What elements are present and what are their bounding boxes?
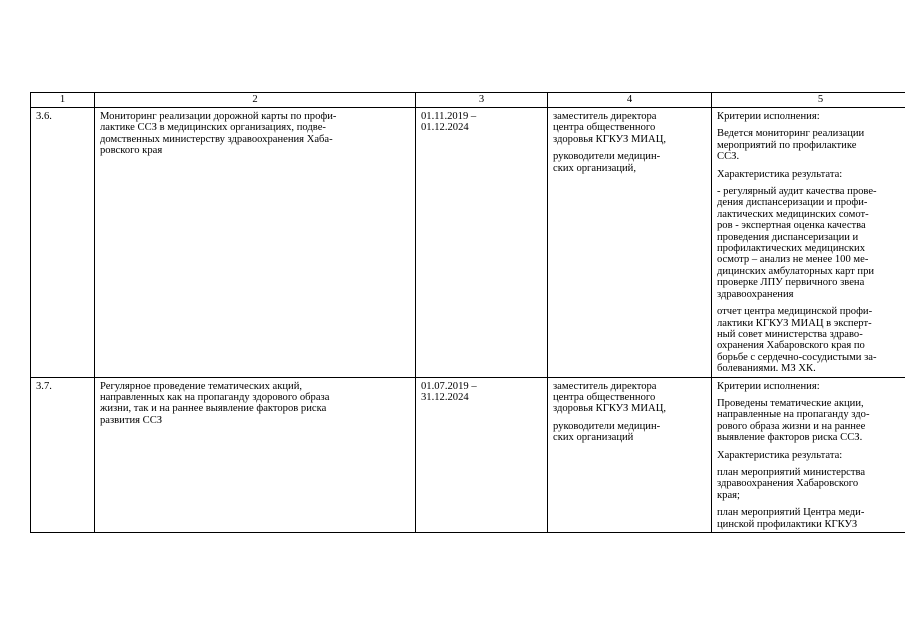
criteria-text: Проведены тематические акции, направленные на пропаганду здо- рового образа жизни и на раннее выявление факторов риска ССЗ. [717,397,870,444]
table-row [31,377,905,532]
col-header-2: 2 [95,93,416,108]
item-period: 01.07.2019 – 31.12.2024 [416,377,548,532]
col-header-4: 4 [548,93,712,108]
item-criteria [712,377,905,532]
col-header-1: 1 [31,93,95,108]
criteria-heading: Критерии исполнения: [717,111,820,122]
header-row [31,93,905,108]
result-heading: Характеристика результата: [717,449,843,461]
item-responsible: заместитель директора центра общественного здоровья КГКУЗ МИАЦ, руководители медицин- ских организаций, [548,108,712,378]
criteria-text: Ведется мониторинг реализации мероприятий по профилактике ССЗ. [717,128,865,163]
item-responsible: заместитель директора центра общественного здоровья КГКУЗ МИАЦ, руководители медицин- ских организаций [548,377,712,532]
result-heading: Характеристика результата: [717,168,843,180]
result-text-extra: отчет центра медицинской профи- лактики КГКУЗ МИАЦ в эксперт- ный совет министерства здраво- охранения Хабаровского края по борьбе с сердечно-сосудистыми за- болеваниями. МЗ ХК. [717,306,877,375]
item-title: Регулярное проведение тематических акций, направленных как на пропаганду здорового образа жизни, так и на раннее выявление факторов риска развития ССЗ [95,377,416,532]
col-header-5: 5 [712,93,905,108]
criteria-heading: Критерии исполнения: [717,380,820,392]
item-number: 3.6. [31,108,95,378]
item-period: 01.11.2019 – 01.12.2024 [416,108,548,378]
col-header-3: 3 [416,93,548,108]
result-text: - регулярный аудит качества прове- дения диспансеризации и профи- лактических медицинских сомот- ров - экспертная оценка качества проведения диспансеризации и профилактических медицинских осмотр – анализ не менее 100 ме- дицинских амбулаторных карт при проверке ЛПУ первичного звена здравоохранения [717,186,877,300]
table-row [31,108,905,378]
plan-table [30,92,905,533]
item-title: Мониторинг реализации дорожной карты по профи- лактике ССЗ в медицинских организациях, подве- домственных министерству здравоохранения Хаба- ровского края [95,108,416,378]
item-number: 3.7. [31,377,95,532]
result-text-extra: план мероприятий Центра меди- цинской профилактики КГКУЗ [717,507,865,530]
result-text: план мероприятий министерства здравоохранения Хабаровского края; [717,466,866,501]
item-criteria [712,108,905,378]
